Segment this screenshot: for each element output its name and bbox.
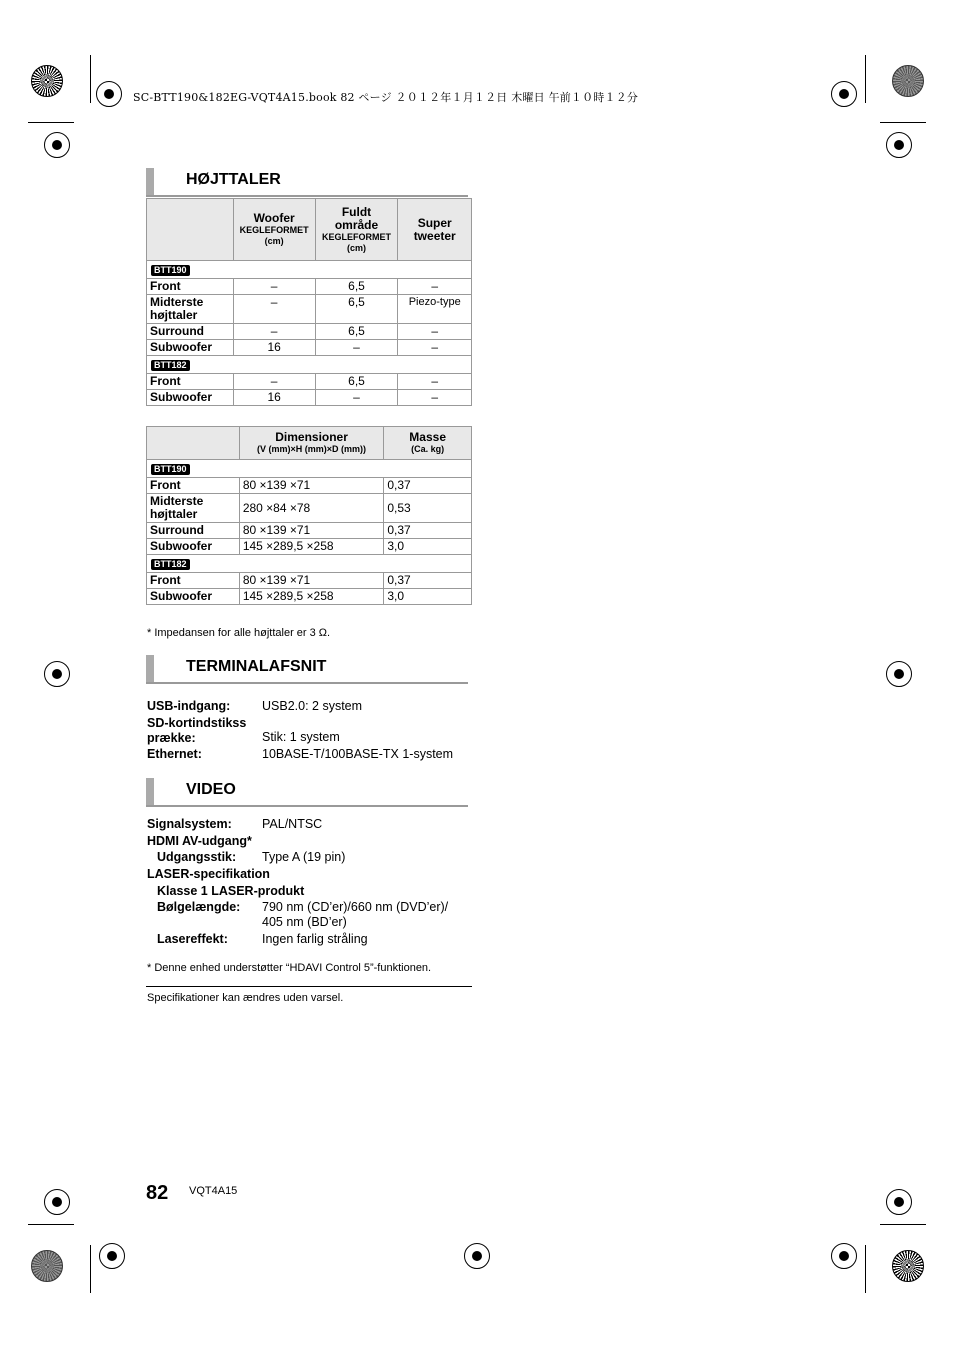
- crosshair-icon: [44, 132, 70, 158]
- section-title: VIDEO: [186, 781, 236, 798]
- crop-line: [865, 55, 866, 103]
- crosshair-icon: [44, 1189, 70, 1215]
- ethernet-label: Ethernet:: [147, 747, 202, 761]
- table-cell: –: [398, 340, 472, 356]
- table-cell: –: [315, 340, 398, 356]
- crosshair-icon: [44, 661, 70, 687]
- table-cell: –: [233, 295, 315, 324]
- header-full-range: Fuldt område KEGLEFORMET (cm): [315, 199, 398, 261]
- heading-bar: [146, 655, 154, 682]
- table-row: [147, 539, 472, 555]
- model-badge: BTT182: [151, 559, 190, 570]
- wavelength-value: 790 nm (CD’er)/660 nm (DVD’er)/ 405 nm (BD’er): [262, 900, 449, 929]
- table-cell: 6,5: [315, 295, 398, 324]
- crosshair-icon: [96, 81, 122, 107]
- table-cell: 80 ×139 ×71: [239, 523, 384, 539]
- doc-code: VQT4A15: [189, 1185, 238, 1197]
- crosshair-icon: [831, 1243, 857, 1269]
- row-label: Surround: [147, 324, 234, 340]
- table-row: [147, 295, 472, 324]
- hdmi-label: HDMI AV-udgang*: [147, 834, 252, 848]
- table-cell: –: [398, 279, 472, 295]
- crop-line: [90, 1245, 91, 1293]
- table-cell: –: [398, 374, 472, 390]
- table2-group-btt182: [147, 573, 472, 605]
- table-row: [147, 523, 472, 539]
- table-row: [147, 573, 472, 589]
- table-cell: 80 ×139 ×71: [239, 478, 384, 494]
- table-cell: 6,5: [315, 279, 398, 295]
- section-title: TERMINALAFSNIT: [186, 658, 327, 675]
- crosshair-icon: [464, 1243, 490, 1269]
- crop-line: [865, 1245, 866, 1293]
- table-cell: –: [233, 279, 315, 295]
- speaker-dimensions-table: [146, 426, 472, 605]
- table-cell: 0,53: [384, 494, 472, 523]
- output-value: Type A (19 pin): [262, 850, 346, 864]
- sd-label: SD-kortindstikss prække:: [147, 716, 247, 745]
- crop-line: [90, 55, 91, 103]
- row-label: Front: [147, 279, 234, 295]
- table-cell: 145 ×289,5 ×258: [239, 539, 384, 555]
- table-cell: –: [233, 374, 315, 390]
- table-cell: 0,37: [384, 478, 472, 494]
- table-row: [147, 374, 472, 390]
- header-woofer: Woofer KEGLEFORMET (cm): [233, 199, 315, 261]
- model-row: [147, 261, 472, 279]
- ethernet-value: 10BASE-T/100BASE-TX 1-system: [262, 747, 454, 761]
- print-header: SC-BTT190&182EG-VQT4A15.book 82 ページ ２０１２年１月１２日 木曜日 午前１０時１２分: [133, 91, 639, 104]
- registration-star-icon: [892, 65, 924, 97]
- section-heading-speakers: [146, 168, 468, 197]
- section-title: HØJTTALER: [186, 171, 281, 188]
- header-cell: [147, 427, 240, 460]
- model-row: [147, 460, 472, 478]
- table-cell: 0,37: [384, 573, 472, 589]
- table-cell: 0,37: [384, 523, 472, 539]
- signal-label: Signalsystem:: [147, 817, 232, 831]
- table-cell: 145 ×289,5 ×258: [239, 589, 384, 605]
- laser-power-value: Ingen farlig stråling: [262, 932, 368, 946]
- section-heading-terminals: [146, 655, 468, 684]
- header-super-tweeter: Super tweeter: [398, 199, 472, 261]
- row-label: Subwoofer: [147, 589, 240, 605]
- table-cell: 80 ×139 ×71: [239, 573, 384, 589]
- table-row: [147, 324, 472, 340]
- row-label: Front: [147, 573, 240, 589]
- table-cell: –: [398, 390, 472, 406]
- impedance-note: * Impedansen for alle højttaler er 3 Ω.: [147, 627, 331, 639]
- table-cell: Piezo-type: [398, 295, 472, 324]
- table-row: [147, 390, 472, 406]
- header-cell: [147, 199, 234, 261]
- registration-star-icon: [892, 1250, 924, 1282]
- table-header-row: [147, 199, 472, 261]
- table1-group-btt190: [147, 279, 472, 356]
- output-label: Udgangsstik:: [157, 850, 237, 864]
- laser-class-label: Klasse 1 LASER-produkt: [157, 884, 305, 898]
- model-badge: BTT190: [151, 464, 190, 475]
- table-row: [147, 279, 472, 295]
- table-cell: –: [233, 324, 315, 340]
- header-dimensions: Dimensioner (V (mm)×H (mm)×D (mm)): [239, 427, 384, 460]
- crop-line: [28, 122, 74, 123]
- crosshair-icon: [99, 1243, 125, 1269]
- table-cell: 6,5: [315, 374, 398, 390]
- crosshair-icon: [886, 132, 912, 158]
- table-cell: 280 ×84 ×78: [239, 494, 384, 523]
- row-label: Surround: [147, 523, 240, 539]
- laser-label: LASER-specifikation: [147, 867, 270, 881]
- table-cell: –: [315, 390, 398, 406]
- page-number: 82: [146, 1182, 169, 1204]
- table-row: [147, 589, 472, 605]
- crosshair-icon: [886, 1189, 912, 1215]
- row-label: Front: [147, 478, 240, 494]
- crosshair-icon: [886, 661, 912, 687]
- speaker-units-table: [146, 198, 472, 406]
- row-label: Subwoofer: [147, 390, 234, 406]
- table-header-row: [147, 427, 472, 460]
- usb-label: USB-indgang:: [147, 699, 231, 713]
- table-cell: 3,0: [384, 539, 472, 555]
- table-cell: 6,5: [315, 324, 398, 340]
- crop-line: [880, 1224, 926, 1225]
- table-row: [147, 340, 472, 356]
- crosshair-icon: [831, 81, 857, 107]
- signal-value: PAL/NTSC: [262, 817, 323, 831]
- model-row: [147, 356, 472, 374]
- heading-bar: [146, 168, 154, 195]
- row-label: Subwoofer: [147, 340, 234, 356]
- heading-bar: [146, 778, 154, 805]
- model-row: [147, 555, 472, 573]
- table-cell: 16: [233, 390, 315, 406]
- crop-line: [28, 1224, 74, 1225]
- row-label: Subwoofer: [147, 539, 240, 555]
- footer-divider: [146, 986, 472, 987]
- model-badge: BTT190: [151, 265, 190, 276]
- wavelength-label: Bølgelængde:: [157, 900, 241, 914]
- row-label: Midterste højttaler: [147, 295, 234, 324]
- change-notice: Specifikationer kan ændres uden varsel.: [147, 992, 344, 1004]
- row-label: Front: [147, 374, 234, 390]
- crop-line: [880, 122, 926, 123]
- table-cell: –: [398, 324, 472, 340]
- table-row: [147, 478, 472, 494]
- hdavi-note: * Denne enhed understøtter “HDAVI Control 5”-funktionen.: [147, 962, 432, 974]
- table-row: [147, 494, 472, 523]
- registration-star-icon: [31, 65, 63, 97]
- registration-star-icon: [31, 1250, 63, 1282]
- row-label: Midterste højttaler: [147, 494, 240, 523]
- header-mass: Masse (Ca. kg): [384, 427, 472, 460]
- table-cell: 16: [233, 340, 315, 356]
- section-heading-video: [146, 778, 468, 807]
- table2-group-btt190: [147, 478, 472, 555]
- table-cell: 3,0: [384, 589, 472, 605]
- sd-value: Stik: 1 system: [262, 730, 340, 744]
- laser-power-label: Lasereffekt:: [157, 932, 228, 946]
- usb-value: USB2.0: 2 system: [262, 699, 363, 713]
- model-badge: BTT182: [151, 360, 190, 371]
- table1-group-btt182: [147, 374, 472, 406]
